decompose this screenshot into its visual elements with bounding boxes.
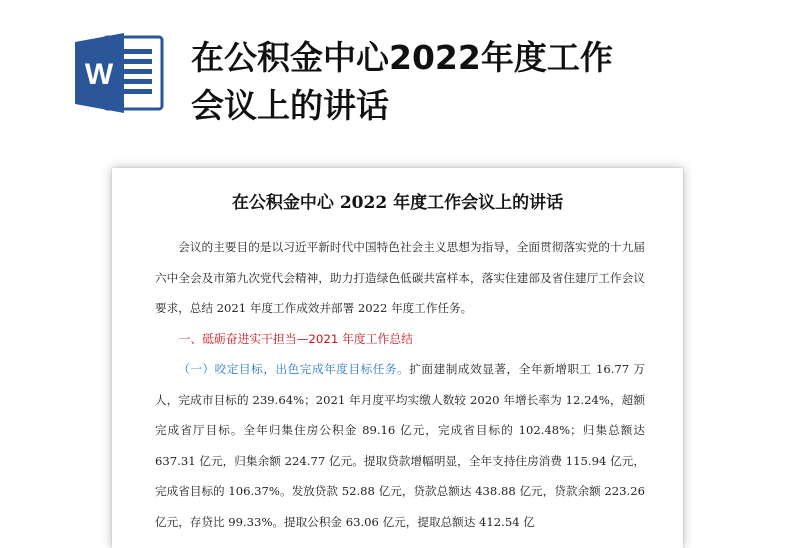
document-body: [155, 232, 645, 537]
page-title-line2: 会议上的讲话: [191, 86, 389, 125]
page-title: [191, 34, 671, 130]
word-document-icon: [74, 32, 164, 114]
subsection-text: 扩面建制成效显著，全年新增职工 16.77 万人，完成市目标的 239.64%；2021 年月度平均实缴人数较 2020 年增长率为 12.24%，超额完成省厅目标。全年归集住房公积金 89.16 亿元，完成省目标的 102.48%；归集总额达 637.31 亿元，归集余额 224.77 亿元。提取贷款增幅明显，全年支持住房消费 115.94 亿元，完成省目标的 106.37%。发放贷款 52.88 亿元，贷款总额达 438.88 亿元，贷款余额 223.26 亿元，存贷比 99.33%。提取公积金 63.06 亿元，提取总额达 412.54 亿: [155, 362, 645, 529]
word-logo-letter: W: [84, 58, 114, 91]
subsection-heading: （一）咬定目标，出色完成年度目标任务。: [178, 362, 410, 376]
document-title: 在公积金中心 2022 年度工作会议上的讲话: [231, 193, 564, 213]
page-title-line1: 在公积金中心2022年度工作: [191, 38, 613, 77]
intro-paragraph: 会议的主要目的是以习近平新时代中国特色社会主义思想为指导，全面贯彻落实党的十九届六中全会及市第九次党代会精神，助力打造绿色低碳共富样本，落实住建部及省住建厅工作会议要求，总结 2021 年度工作成效并部署 2022 年度工作任务。: [155, 240, 645, 315]
body-paragraph: [155, 354, 645, 537]
section-heading: 一、砥砺奋进实干担当—2021 年度工作总结: [178, 331, 413, 346]
document-preview: [112, 168, 683, 548]
